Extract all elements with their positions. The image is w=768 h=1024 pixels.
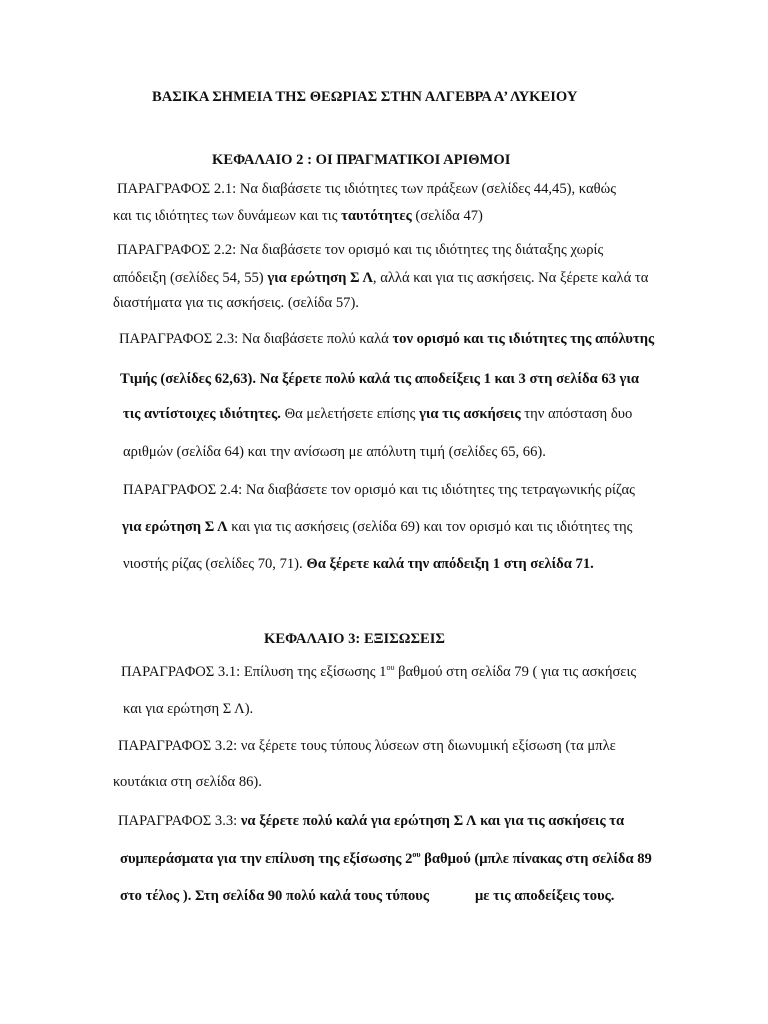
- text-span: ΠΑΡΑΓΡΑΦΟΣ 2.3: Να διαβάσετε πολύ καλά: [119, 331, 393, 347]
- paragraph-2-3-line-3: [123, 405, 632, 423]
- chapter-2-heading: ΚΕΦΑΛΑΙΟ 2 : ΟΙ ΠΡΑΓΜΑΤΙΚΟΙ ΑΡΙΘΜΟΙ: [212, 152, 511, 168]
- text-span: (σελίδα 47): [411, 208, 483, 224]
- paragraph-3-3-line-3: [120, 887, 614, 905]
- chapter-3-heading: ΚΕΦΑΛΑΙΟ 3: ΕΞΙΣΩΣΕΙΣ: [264, 631, 445, 647]
- paragraph-3-1-line-1: [121, 663, 636, 681]
- paragraph-2-4-line-1: ΠΑΡΑΓΡΑΦΟΣ 2.4: Να διαβάσετε τον ορισμό και τις ιδιότητες της τετραγωνικής ρίζας: [123, 482, 635, 498]
- paragraph-2-1-line-2: [113, 207, 483, 225]
- paragraph-2-1-line-1: ΠΑΡΑΓΡΑΦΟΣ 2.1: Να διαβάσετε τις ιδιότητες των πράξεων (σελίδες 44,45), καθώς: [117, 181, 617, 197]
- document-title: ΒΑΣΙΚΑ ΣΗΜΕΙΑ ΤΗΣ ΘΕΩΡΙΑΣ ΣΤΗΝ ΑΛΓΕΒΡΑ Α’ ΛΥΚΕΙΟΥ: [152, 89, 578, 105]
- text-span: νιοστής ρίζας (σελίδες 70, 71).: [123, 556, 307, 572]
- bold-text-span: στο τέλος ). Στη σελίδα 90 πολύ καλά τους τύπους: [120, 888, 429, 904]
- text-span: την απόσταση δυο: [520, 406, 633, 422]
- bold-text-span: Θα ξέρετε καλά την απόδειξη 1 στη σελίδα 71.: [306, 556, 594, 572]
- paragraph-2-4-line-2: [122, 518, 632, 536]
- paragraph-2-4-line-3: [123, 555, 594, 573]
- bold-text-span: να ξέρετε πολύ καλά για ερώτηση Σ Λ και για τις ασκήσεις τα: [240, 813, 625, 829]
- text-span: ΠΑΡΑΓΡΑΦΟΣ 3.3:: [118, 813, 241, 829]
- paragraph-3-2-line-1: ΠΑΡΑΓΡΑΦΟΣ 3.2: να ξέρετε τους τύπους λύσεων στη διωνυμική εξίσωση (τα μπλε: [118, 738, 616, 754]
- text-span: απόδειξη (σελίδες 54, 55): [113, 270, 268, 286]
- paragraph-2-3-line-1: [119, 330, 654, 348]
- paragraph-2-2-line-2: [113, 269, 648, 287]
- bold-text-span: συμπεράσματα για την επίλυση της εξίσωσης 2: [120, 851, 413, 867]
- paragraph-3-2-line-2: κουτάκια στη σελίδα 86).: [113, 774, 262, 790]
- text-span: βαθμού στη σελίδα 79 ( για τις ασκήσεις: [394, 664, 637, 680]
- paragraph-3-1-line-2: και για ερώτηση Σ Λ).: [123, 701, 254, 717]
- superscript: ου: [412, 850, 421, 859]
- bold-text-span: ταυτότητες: [341, 208, 412, 224]
- text-span: , αλλά και για τις ασκήσεις. Να ξέρετε καλά τα: [372, 270, 649, 286]
- paragraph-2-2-line-1: ΠΑΡΑΓΡΑΦΟΣ 2.2: Να διαβάσετε τον ορισμό και τις ιδιότητες της διάταξης χωρίς: [117, 242, 604, 258]
- paragraph-3-3-line-1: [118, 812, 624, 830]
- superscript: ου: [386, 663, 395, 672]
- text-span: και για τις ασκήσεις (σελίδα 69) και τον ορισμό και τις ιδιότητες της: [227, 519, 633, 535]
- paragraph-2-3-line-4: αριθμών (σελίδα 64) και την ανίσωση με απόλυτη τιμή (σελίδες 65, 66).: [123, 444, 546, 460]
- paragraph-2-3-line-2: Τιμής (σελίδες 62,63). Να ξέρετε πολύ καλά τις αποδείξεις 1 και 3 στη σελίδα 63 για: [120, 371, 640, 387]
- bold-text-span: για τις ασκήσεις: [419, 406, 521, 422]
- bold-text-span: τις αντίστοιχες ιδιότητες.: [123, 406, 281, 422]
- bold-text-span: για ερώτηση Σ Λ: [122, 519, 228, 535]
- paragraph-3-3-line-2: [120, 850, 652, 868]
- bold-text-span: με τις αποδείξεις τους.: [474, 888, 615, 904]
- bold-text-span: τον ορισμό και τις ιδιότητες της απόλυτης: [392, 331, 655, 347]
- bold-text-span: βαθμού (μπλε πίνακας στη σελίδα 89: [420, 851, 652, 867]
- text-span: και τις ιδιότητες των δυνάμεων και τις: [113, 208, 342, 224]
- text-span: Θα μελετήσετε επίσης: [280, 406, 420, 422]
- paragraph-2-2-line-3: διαστήματα για τις ασκήσεις. (σελίδα 57).: [113, 295, 359, 311]
- text-span: ΠΑΡΑΓΡΑΦΟΣ 3.1: Επίλυση της εξίσωσης 1: [121, 664, 387, 680]
- bold-text-span: για ερώτηση Σ Λ: [267, 270, 373, 286]
